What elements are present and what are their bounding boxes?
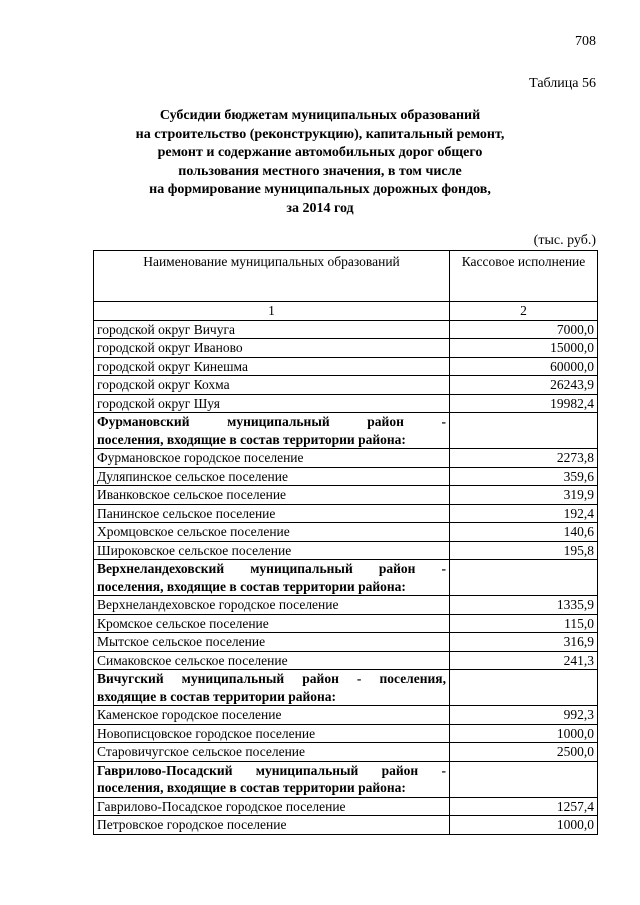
group-value-empty [450,413,598,449]
municipality-name: Каменское городское поселение [94,706,450,725]
table-row [94,486,598,505]
table-row [94,357,598,376]
column-number-row [94,302,598,321]
execution-value: 115,0 [450,614,598,633]
units-label: (тыс. руб.) [533,233,596,248]
group-value-empty [450,560,598,596]
group-name-line2: поселения, входящие в состав территории района: [97,431,406,447]
execution-value: 7000,0 [450,320,598,339]
group-value-empty [450,761,598,797]
municipality-name: городской округ Кинешма [94,357,450,376]
title-line: на строительство (реконструкцию), капитальный ремонт, [135,126,505,142]
execution-value: 1257,4 [450,797,598,816]
title-line: Субсидии бюджетам муниципальных образований [159,108,481,123]
group-header-row [94,560,598,596]
group-name [94,670,450,706]
municipality-name: Хромцовское сельское поселение [94,523,450,542]
execution-value: 359,6 [450,467,598,486]
execution-value: 241,3 [450,651,598,670]
execution-value: 319,9 [450,486,598,505]
group-name-line1: Гаврилово-Посадский муниципальный район - [97,762,446,778]
municipality-name: Панинское сельское поселение [94,504,450,523]
group-header-row [94,413,598,449]
table-row [94,376,598,395]
table-row [94,541,598,560]
header-name: Наименование муниципальных образований [94,251,450,302]
execution-value: 195,8 [450,541,598,560]
group-name [94,761,450,797]
group-name-line2: поселения, входящие в состав территории района: [97,578,406,594]
group-name [94,560,450,596]
title-line: ремонт и содержание автомобильных дорог общего [157,145,483,161]
group-name-line1: Вичугский муниципальный район - поселения, [97,671,446,686]
table-row [94,743,598,762]
execution-value: 1000,0 [450,816,598,835]
title-line: за 2014 год [286,200,354,216]
execution-value: 26243,9 [450,376,598,395]
group-header-row [94,761,598,797]
execution-value: 140,6 [450,523,598,542]
execution-value: 2500,0 [450,743,598,762]
municipality-name: городской округ Вичуга [94,320,450,339]
municipality-name: городской округ Кохма [94,376,450,395]
execution-value: 992,3 [450,706,598,725]
table-row [94,320,598,339]
table-header-row [94,251,598,302]
municipality-name: городской округ Иваново [94,339,450,358]
municipality-name: Мытское сельское поселение [94,633,450,652]
execution-value: 19982,4 [450,394,598,413]
page-number: 708 [575,34,596,49]
title-line: пользования местного значения, в том числе [178,163,462,179]
municipality-name: Старовичугское сельское поселение [94,743,450,762]
execution-value: 1000,0 [450,724,598,743]
execution-value: 316,9 [450,633,598,652]
table-row [94,724,598,743]
municipality-name: Широковское сельское поселение [94,541,450,560]
table-row [94,504,598,523]
title-line: на формирование муниципальных дорожных фондов, [149,182,491,198]
municipality-name: городской округ Шуя [94,394,450,413]
municipality-name: Верхнеландеховское городское поселение [94,596,450,615]
municipality-name: Гаврилово-Посадское городское поселение [94,797,450,816]
table-row [94,467,598,486]
municipality-name: Петровское городское поселение [94,816,450,835]
column-number: 1 [94,302,450,321]
table-row [94,706,598,725]
execution-value: 2273,8 [450,449,598,468]
group-name-line1: Фурмановский муниципальный район - [97,414,446,429]
municipality-name: Новописцовское городское поселение [94,724,450,743]
group-name-line1: Верхнеландеховский муниципальный район - [97,561,446,576]
group-name-line2: поселения, входящие в состав территории района: [97,780,406,795]
column-number: 2 [450,302,598,321]
group-name [94,413,450,449]
table-row [94,339,598,358]
execution-value: 60000,0 [450,357,598,376]
table-row [94,614,598,633]
municipality-name: Иванковское сельское поселение [94,486,450,505]
table-row [94,394,598,413]
municipality-name: Симаковское сельское поселение [94,651,450,670]
execution-value: 1335,9 [450,596,598,615]
table-row [94,633,598,652]
group-header-row [94,670,598,706]
table-row [94,523,598,542]
municipality-name: Кромское сельское поселение [94,614,450,633]
execution-value: 15000,0 [450,339,598,358]
table-row [94,797,598,816]
group-value-empty [450,670,598,706]
table-row [94,651,598,670]
table-label: Таблица 56 [529,76,596,91]
document-title [0,107,640,219]
table-row [94,816,598,835]
execution-value: 192,4 [450,504,598,523]
municipality-name: Фурмановское городское поселение [94,449,450,468]
table-row [94,449,598,468]
header-execution: Кассовое исполнение [450,251,598,302]
subsidies-table [93,250,598,835]
group-name-line2: входящие в состав территории района: [97,688,337,704]
table-row [94,596,598,615]
municipality-name: Дуляпинское сельское поселение [94,467,450,486]
